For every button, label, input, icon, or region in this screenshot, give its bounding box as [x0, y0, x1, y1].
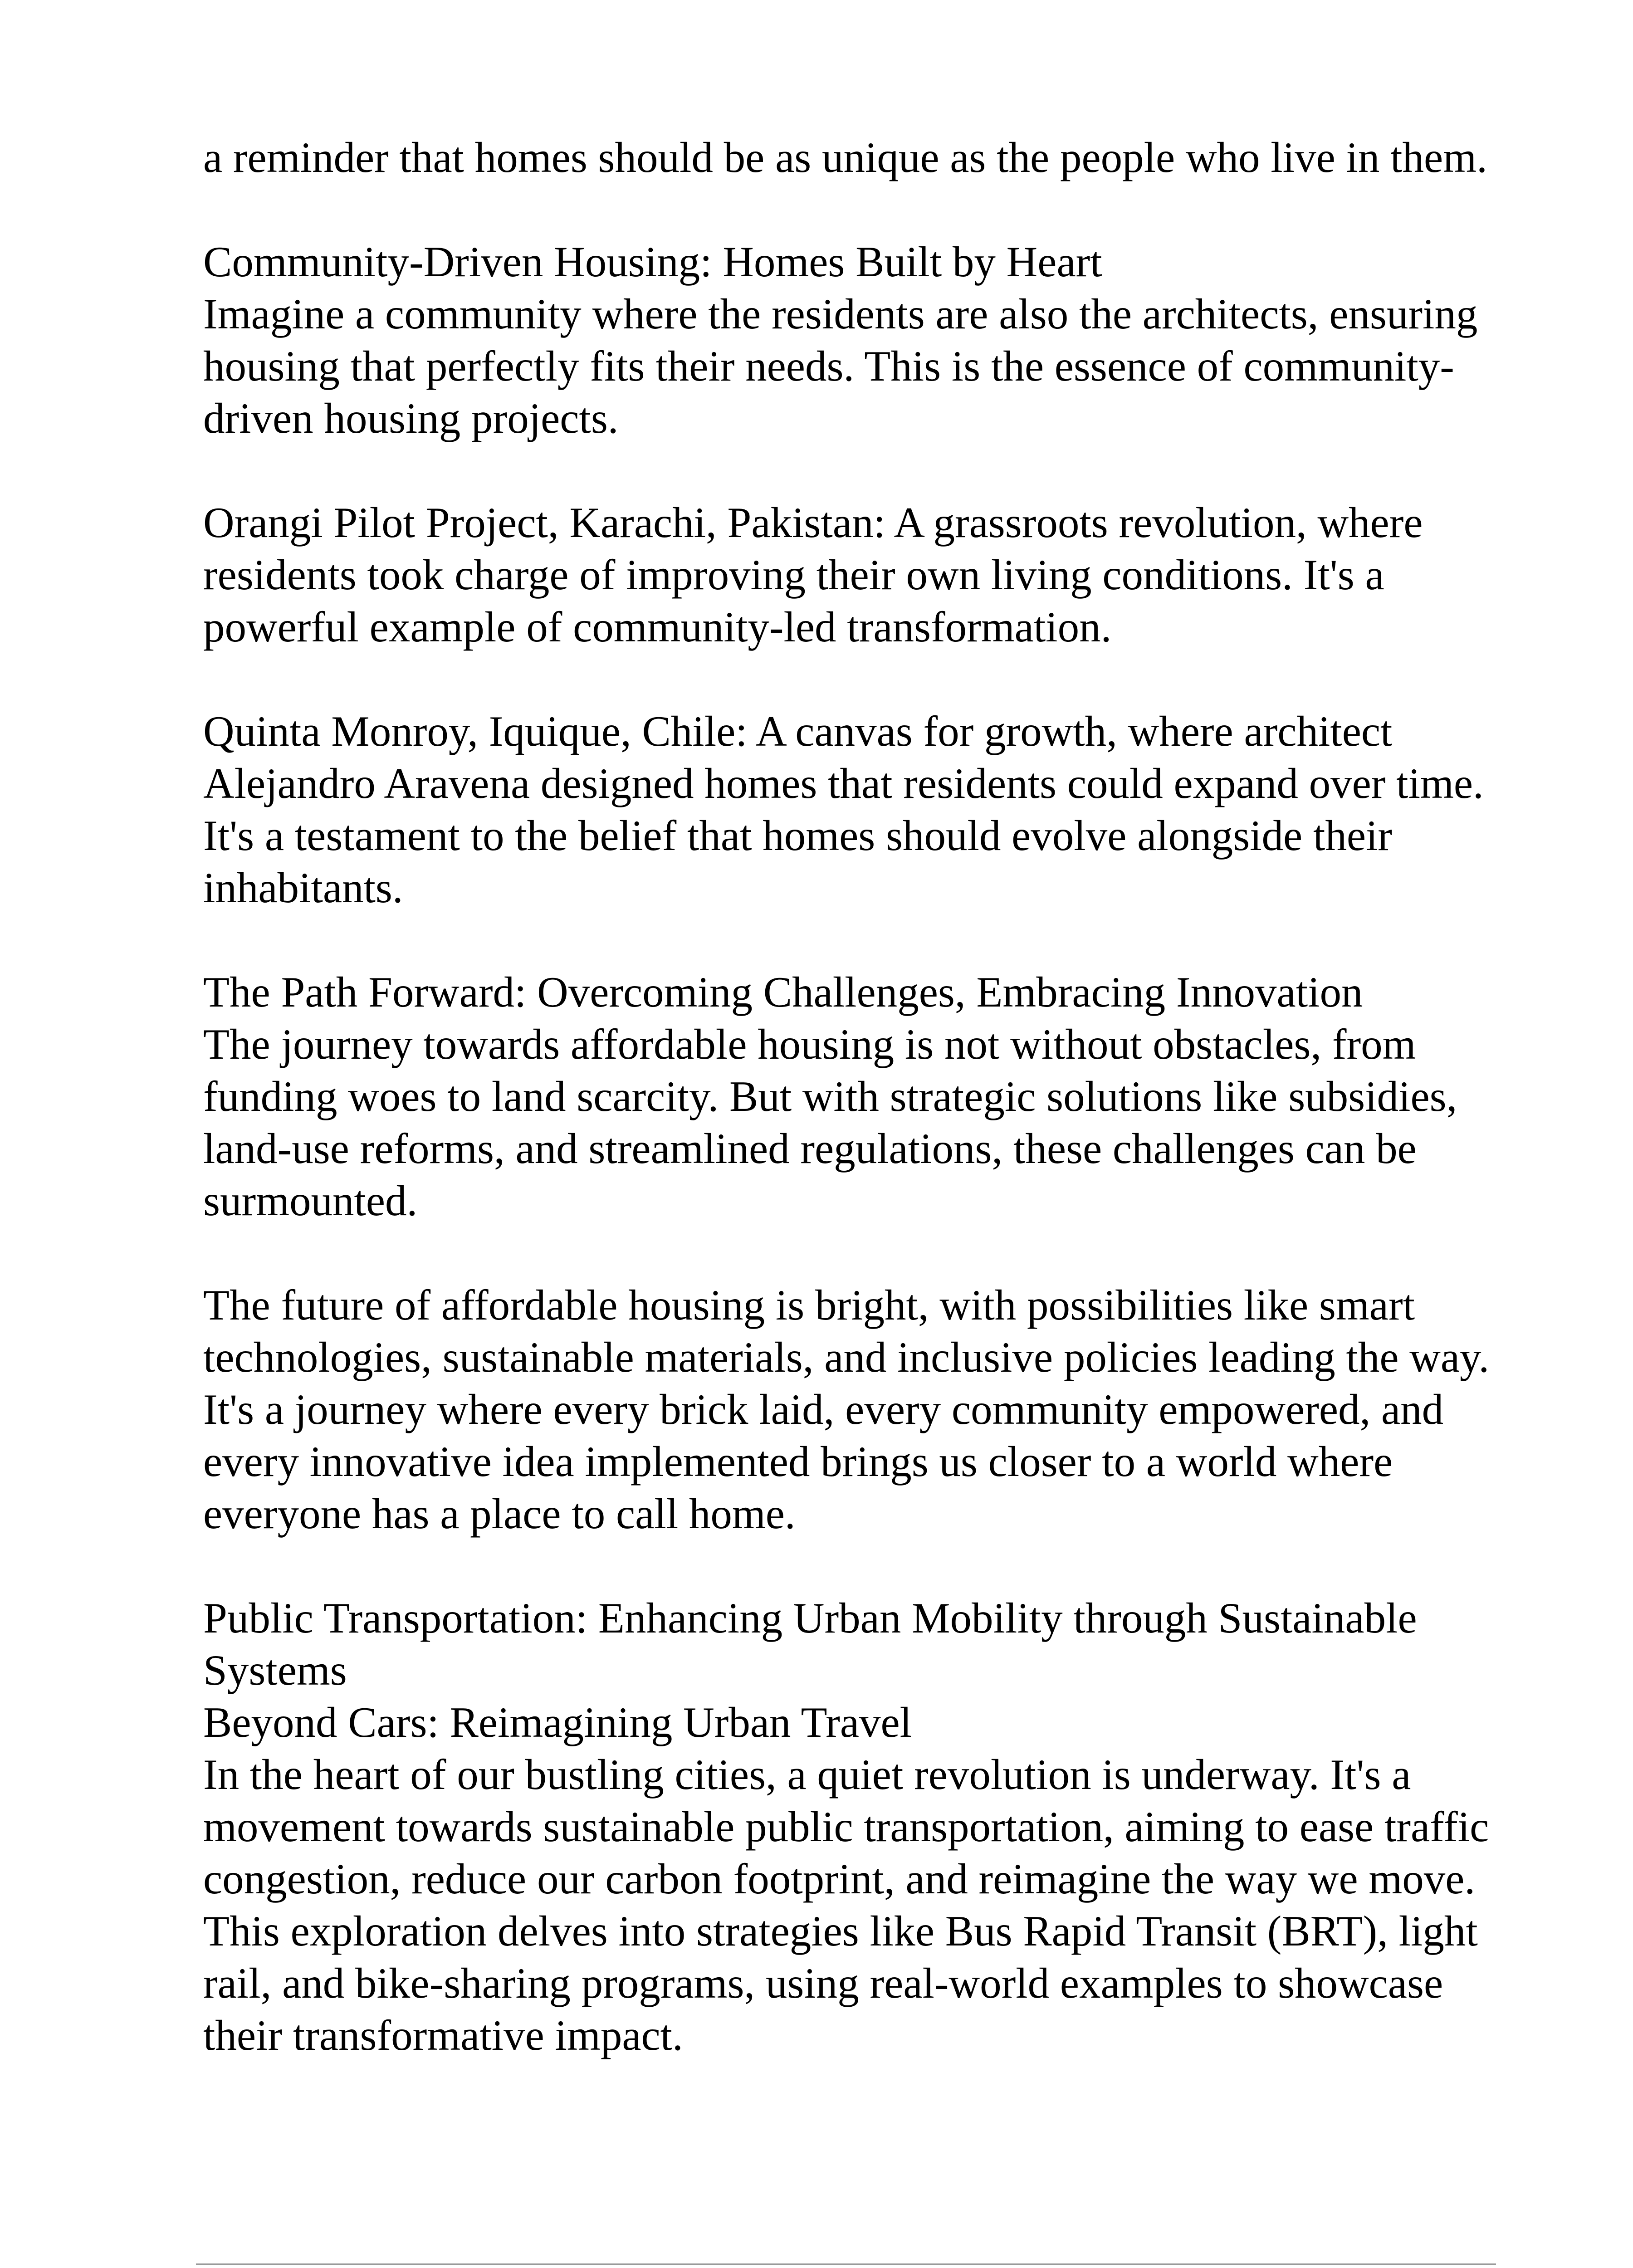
- chapter-heading: Public Transportation: Enhancing Urban Mobility through Sustainable Systems: [203, 1594, 1417, 1694]
- paragraph: Imagine a community where the residents are also the architects, ensuring housing that perfectly fits their needs. This is the essence of community-driven housing projects.: [203, 290, 1478, 442]
- section-path-forward: [203, 966, 1510, 1227]
- page-body: [203, 132, 1510, 2062]
- paragraph-future-of-housing: The future of affordable housing is bright, with possibilities like smart technologies, sustainable materials, and inclusive policies leading the way. It's a journey where every brick laid, every community empowered, and every innovative idea implemented brings us closer to a world where everyone has a place to call home.: [203, 1281, 1490, 1538]
- footer-divider: [196, 2263, 1496, 2265]
- paragraph-quinta-monroy: Quinta Monroy, Iquique, Chile: A canvas for growth, where architect Alejandro Aravena designed homes that residents could expand over time. It's a testament to the belief that homes should evolve alongside their inhabitants.: [203, 707, 1484, 912]
- section-heading: Community-Driven Housing: Homes Built by Heart: [203, 238, 1102, 286]
- section-heading: The Path Forward: Overcoming Challenges, Embracing Innovation: [203, 968, 1363, 1016]
- paragraph: In the heart of our bustling cities, a quiet revolution is underway. It's a movement towards sustainable public transportation, aiming to ease traffic congestion, reduce our carbon footprint, and reimagine the way we move. This exploration delves into strategies like Bus Rapid Transit (BRT), light rail, and bike-sharing programs, using real-world examples to showcase their transformative impact.: [203, 1750, 1489, 2059]
- paragraph: The journey towards affordable housing is not without obstacles, from funding woes to land scarcity. But with strategic solutions like subsidies, land-use reforms, and streamlined regulations, these challenges can be surmounted.: [203, 1020, 1457, 1225]
- paragraph-intro-continuation: a reminder that homes should be as unique as the people who live in them.: [203, 133, 1487, 181]
- section-public-transportation: [203, 1592, 1510, 2062]
- paragraph-orangi-pilot-project: Orangi Pilot Project, Karachi, Pakistan: A grassroots revolution, where residents took charge of improving their own living conditions. It's a powerful example of community-led transformation.: [203, 499, 1423, 651]
- section-subheading: Beyond Cars: Reimagining Urban Travel: [203, 1698, 912, 1746]
- section-community-driven-housing: [203, 236, 1510, 445]
